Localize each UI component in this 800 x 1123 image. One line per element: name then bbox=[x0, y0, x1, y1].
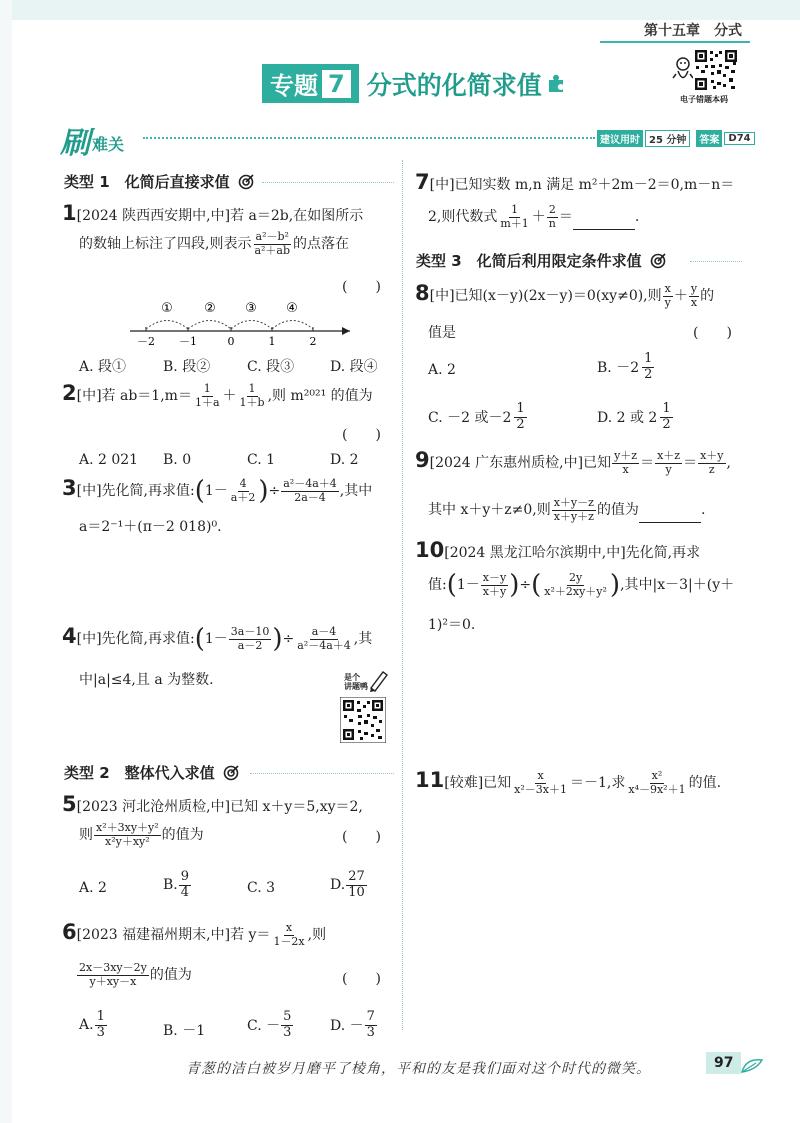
question-10-text-b: 值: bbox=[428, 577, 447, 594]
plus-sign: ＋ bbox=[222, 388, 237, 405]
question-6-text-a: [2023 福建福州期末,中]若 y＝ bbox=[76, 927, 271, 944]
question-9-fraction-2 bbox=[655, 450, 682, 476]
question-4-one-minus: 1－ bbox=[204, 631, 228, 648]
option-fraction bbox=[660, 402, 672, 433]
section-shua: 刷 bbox=[60, 126, 90, 161]
fraction-denominator: y bbox=[664, 295, 671, 309]
question-5-option-d[interactable] bbox=[330, 870, 368, 901]
footer-quote: 青葱的洁白被岁月磨平了棱角，平和的友是我们面对这个时代的微笑。 bbox=[186, 1061, 651, 1077]
fraction-numerator: x bbox=[285, 921, 293, 934]
fraction-numerator: a²－4a＋4 bbox=[283, 477, 337, 490]
fraction-numerator: 2y bbox=[568, 571, 583, 584]
question-6-option-b[interactable]: B. －1 bbox=[163, 1023, 206, 1039]
question-1-option-a[interactable]: A. 段① bbox=[79, 359, 127, 375]
fraction-numerator: 1 bbox=[248, 382, 256, 395]
leaf-decoration-icon bbox=[740, 1056, 764, 1074]
paren-open: ( bbox=[446, 570, 457, 601]
option-text: B. －2 bbox=[597, 360, 640, 377]
fraction-denominator: a²－4a＋4 bbox=[297, 638, 351, 652]
fraction-numerator: a－4 bbox=[311, 625, 337, 638]
fraction-numerator: x－y bbox=[482, 571, 507, 584]
answer-page: D74 bbox=[724, 132, 754, 145]
question-1-answer-paren[interactable]: ( ) bbox=[342, 279, 381, 295]
question-6-line-2 bbox=[76, 962, 192, 988]
fraction-numerator: 2 bbox=[548, 203, 556, 216]
fraction-denominator: 1＋b bbox=[239, 395, 265, 409]
time-value: 25 分钟 bbox=[645, 130, 690, 147]
fraction-denominator: a＋2 bbox=[230, 490, 256, 504]
plus-sign: ＋ bbox=[531, 209, 546, 226]
qr-caption-line-1: 是个 bbox=[344, 673, 360, 682]
question-9-fraction-3 bbox=[698, 450, 725, 476]
target-icon bbox=[238, 173, 255, 190]
question-11-line-1 bbox=[415, 770, 721, 796]
question-2-fraction-1 bbox=[193, 383, 222, 409]
tick-label: －1 bbox=[179, 335, 197, 346]
question-1-text-b: 的数轴上标注了四段,则表示 bbox=[79, 236, 252, 253]
question-1-line-2 bbox=[79, 231, 349, 257]
option-letter: C. － bbox=[247, 1018, 281, 1035]
fraction-numerator: 1 bbox=[96, 1009, 105, 1024]
paren-open: ( bbox=[194, 476, 205, 507]
question-1-option-c[interactable]: C. 段③ bbox=[247, 359, 295, 375]
fraction-numerator: 3a－10 bbox=[230, 625, 270, 638]
option-fraction bbox=[365, 1010, 377, 1041]
segment-label: ② bbox=[204, 301, 216, 316]
page-title bbox=[262, 64, 566, 103]
fraction-numerator: 2x－3xy－2y bbox=[79, 961, 147, 974]
option-fraction bbox=[642, 352, 654, 383]
question-7-text-b: 2,则代数式 bbox=[428, 209, 498, 226]
question-9-number: 9 bbox=[415, 448, 430, 473]
section-header bbox=[60, 118, 124, 162]
tick-label: －2 bbox=[137, 335, 155, 346]
question-8-option-a[interactable]: A. 2 bbox=[428, 362, 456, 378]
type-2-line bbox=[250, 773, 394, 774]
title-badge-label: 专题 bbox=[270, 72, 318, 100]
option-fraction bbox=[179, 870, 191, 901]
fraction-numerator: y＋z bbox=[614, 449, 638, 462]
fraction-denominator: a²＋ab bbox=[254, 243, 291, 257]
question-1-option-d[interactable]: D. 段④ bbox=[330, 359, 378, 375]
question-3-fraction-2 bbox=[281, 478, 339, 504]
qr-code-icon[interactable] bbox=[693, 48, 739, 92]
question-3-text-a: [中]先化简,再求值: bbox=[76, 483, 195, 500]
fraction-numerator: y bbox=[690, 282, 698, 295]
fraction-denominator: x bbox=[690, 295, 698, 309]
period: . bbox=[634, 209, 640, 226]
fraction-numerator: 1 bbox=[511, 203, 519, 216]
question-11-text-c: 的值. bbox=[688, 775, 722, 792]
chapter-header: 第十五章 分式 bbox=[644, 23, 742, 39]
question-11-text-a: [较难]已知 bbox=[444, 775, 512, 792]
chapter-rule bbox=[600, 41, 750, 43]
option-letter: D. bbox=[330, 877, 346, 894]
type-3-heading bbox=[416, 250, 667, 271]
tick-label: 1 bbox=[268, 335, 276, 346]
question-8-option-d[interactable] bbox=[597, 402, 674, 433]
option-letter: B. bbox=[163, 877, 178, 894]
question-2-option-b[interactable]: B. 0 bbox=[163, 452, 192, 468]
fraction-denominator: 2 bbox=[644, 366, 653, 382]
question-1-option-b[interactable]: B. 段② bbox=[163, 359, 211, 375]
paren-close: ) bbox=[272, 624, 283, 655]
fraction-denominator: 1＋a bbox=[194, 395, 220, 409]
question-8-option-c[interactable] bbox=[428, 402, 528, 433]
question-9-fraction-1 bbox=[612, 450, 639, 476]
question-6-fraction-1 bbox=[271, 922, 306, 948]
question-3-fraction-1 bbox=[229, 478, 258, 504]
fraction-denominator: 2a－4 bbox=[294, 490, 326, 504]
paren-close: ) bbox=[258, 476, 269, 507]
target-icon bbox=[223, 764, 240, 781]
fraction-denominator: 2 bbox=[662, 416, 671, 432]
segment-label: ③ bbox=[245, 301, 257, 316]
fraction-denominator: m＋1 bbox=[500, 216, 529, 230]
type-3-line bbox=[690, 261, 742, 262]
question-7-number: 7 bbox=[415, 170, 430, 194]
fraction-numerator: 1 bbox=[662, 401, 671, 416]
question-9-text-a: [2024 广东惠州质检,中]已知 bbox=[429, 455, 612, 472]
question-3-line-1 bbox=[62, 476, 373, 507]
question-5-option-a[interactable]: A. 2 bbox=[79, 880, 107, 896]
question-5-line-2 bbox=[79, 822, 204, 848]
section-name: 难关 bbox=[92, 134, 125, 154]
question-9-line-1 bbox=[415, 450, 731, 476]
fraction-denominator: 2 bbox=[516, 416, 525, 432]
question-5-option-b[interactable] bbox=[163, 870, 192, 901]
fraction-denominator: y＋xy－x bbox=[89, 974, 137, 988]
fraction-denominator: 4 bbox=[180, 884, 190, 900]
question-8-option-b[interactable] bbox=[597, 352, 655, 383]
fraction-numerator: x² bbox=[651, 769, 663, 782]
question-11-fraction-1 bbox=[512, 770, 569, 796]
mascot-icon bbox=[672, 56, 694, 86]
fraction-denominator: 3 bbox=[96, 1024, 105, 1040]
question-8-answer-paren[interactable]: ( ) bbox=[693, 325, 732, 341]
question-5-text-b: 则 bbox=[79, 827, 93, 844]
divide-sign: ÷ bbox=[519, 577, 532, 594]
question-9-text-b: 其中 x＋y＋z≠0,则 bbox=[428, 502, 551, 519]
option-text: D. 2 或 2 bbox=[597, 410, 658, 427]
question-3-text-b: ,其中 bbox=[339, 483, 373, 500]
divide-sign: ÷ bbox=[268, 483, 281, 500]
question-4-line-1 bbox=[62, 624, 373, 655]
question-2-option-c[interactable]: C. 1 bbox=[247, 452, 276, 468]
equals-sign: ＝ bbox=[558, 209, 573, 226]
equals-sign: ＝ bbox=[683, 455, 698, 472]
fraction-denominator: n bbox=[548, 216, 556, 230]
question-2-text-b: ,则 m²⁰²¹ 的值为 bbox=[267, 388, 373, 405]
question-8-fraction-1 bbox=[663, 283, 673, 309]
paren-close: ) bbox=[609, 570, 621, 601]
fraction-numerator: x²＋3xy＋y² bbox=[96, 821, 159, 834]
segment-label: ④ bbox=[286, 301, 298, 316]
question-10-one-minus: 1－ bbox=[456, 577, 480, 594]
option-fraction bbox=[514, 402, 526, 433]
question-6-option-c[interactable] bbox=[247, 1010, 294, 1041]
fraction-numerator: 1 bbox=[644, 351, 653, 366]
question-7-text-a: [中]已知实数 m,n 满足 m²＋2m－2＝0,m－n＝ bbox=[429, 177, 735, 193]
tick-label: 2 bbox=[309, 335, 317, 346]
question-7-line-2 bbox=[428, 204, 639, 230]
qr-caption-line-2: 讲题鸭 bbox=[344, 681, 368, 691]
fraction-denominator: x＋y＋z bbox=[553, 509, 594, 523]
paren-close: ) bbox=[509, 570, 520, 601]
fraction-denominator: x²－3x＋1 bbox=[514, 782, 567, 796]
question-1-number: 1 bbox=[62, 201, 77, 225]
fraction-denominator: x＋y bbox=[482, 584, 507, 598]
question-10-fraction-1 bbox=[481, 572, 508, 598]
question-3-line-2: a＝2⁻¹＋(π－2 018)⁰. bbox=[79, 519, 222, 535]
question-2-option-d[interactable]: D. 2 bbox=[330, 452, 359, 468]
fraction-denominator: x²y＋xy² bbox=[105, 834, 150, 848]
type-1-line bbox=[262, 182, 394, 183]
fraction-denominator: z bbox=[708, 462, 715, 476]
fraction-denominator: 3 bbox=[283, 1024, 292, 1040]
divide-sign: ÷ bbox=[282, 631, 295, 648]
option-letter: A. bbox=[79, 1017, 94, 1034]
question-8-text-b: 的 bbox=[700, 288, 715, 305]
question-6-line-1 bbox=[62, 922, 326, 948]
question-8-number: 8 bbox=[415, 281, 430, 306]
fraction-numerator: 4 bbox=[239, 477, 247, 490]
question-5-number: 5 bbox=[62, 792, 77, 816]
fraction-denominator: x⁴－9x²＋1 bbox=[628, 782, 686, 796]
question-5-text-c: 的值为 bbox=[161, 827, 204, 844]
question-5-line-1 bbox=[62, 794, 363, 815]
question-6-option-d[interactable] bbox=[330, 1010, 378, 1041]
fraction-numerator: x＋z bbox=[657, 449, 681, 462]
question-2-answer-paren[interactable]: ( ) bbox=[342, 427, 381, 443]
fraction-denominator: x²＋2xy＋y² bbox=[544, 584, 607, 598]
fraction-denominator: 10 bbox=[348, 884, 365, 900]
question-10-fraction-2 bbox=[542, 572, 609, 598]
question-5-option-c[interactable]: C. 3 bbox=[247, 880, 276, 896]
fraction-numerator: 1 bbox=[516, 401, 525, 416]
question-5-fraction bbox=[94, 822, 161, 848]
fraction-numerator: 9 bbox=[180, 869, 190, 884]
question-3-one-minus: 1－ bbox=[204, 483, 228, 500]
type-3-label: 类型 3 化简后利用限定条件求值 bbox=[416, 252, 642, 270]
target-icon bbox=[650, 252, 667, 269]
segment-label: ① bbox=[161, 301, 173, 316]
fraction-numerator: a²－b² bbox=[255, 230, 289, 243]
period: . bbox=[700, 502, 706, 519]
question-3-number: 3 bbox=[62, 476, 77, 501]
answer-label: 答案 bbox=[696, 130, 722, 147]
pencil-icon bbox=[368, 668, 390, 692]
question-4-fraction-2 bbox=[295, 626, 353, 652]
question-2-line-1 bbox=[62, 383, 373, 409]
option-fraction bbox=[95, 1010, 107, 1041]
option-fraction bbox=[346, 870, 367, 901]
fraction-denominator: a－2 bbox=[237, 638, 263, 652]
question-1-line-1 bbox=[62, 203, 363, 224]
number-line-figure bbox=[120, 298, 360, 346]
question-8-fraction-2 bbox=[689, 283, 699, 309]
fraction-numerator: 7 bbox=[366, 1009, 375, 1024]
paren-open: ( bbox=[531, 570, 542, 601]
fraction-denominator: 1－2x bbox=[273, 934, 305, 948]
time-badge bbox=[597, 130, 755, 147]
puzzle-icon bbox=[546, 74, 566, 94]
qr-mid-caption bbox=[344, 674, 368, 692]
fraction-denominator: x bbox=[622, 462, 629, 476]
question-5-answer-paren[interactable]: ( ) bbox=[342, 829, 381, 845]
answer-blank[interactable] bbox=[639, 510, 701, 523]
type-1-label: 类型 1 化简后直接求值 bbox=[64, 173, 230, 191]
fraction-numerator: 27 bbox=[348, 869, 365, 884]
fraction-denominator: 3 bbox=[366, 1024, 375, 1040]
question-2-fraction-2 bbox=[238, 383, 267, 409]
question-7-fraction-2 bbox=[547, 204, 558, 230]
fraction-numerator: x＋y bbox=[700, 449, 724, 462]
question-6-option-a[interactable] bbox=[79, 1010, 108, 1041]
question-6-text-c: 的值为 bbox=[149, 967, 192, 984]
question-2-option-a[interactable]: A. 2 021 bbox=[79, 452, 139, 468]
title-badge bbox=[262, 64, 359, 103]
question-7-line-1 bbox=[415, 172, 734, 193]
type-2-label: 类型 2 整体代入求值 bbox=[64, 764, 215, 782]
question-4-text-a: [中]先化简,再求值: bbox=[76, 631, 195, 648]
question-8-line-1 bbox=[415, 283, 714, 309]
question-11-number: 11 bbox=[415, 768, 445, 793]
question-8-line-2: 值是 bbox=[428, 325, 456, 341]
question-4-number: 4 bbox=[62, 624, 77, 649]
plus-sign: ＋ bbox=[673, 288, 688, 305]
page-edge-top bbox=[0, 0, 800, 20]
question-6-answer-paren[interactable]: ( ) bbox=[342, 971, 381, 987]
fraction-numerator: 1 bbox=[203, 382, 211, 395]
question-11-text-b: ＝－1,求 bbox=[570, 775, 626, 792]
page-number: 97 bbox=[706, 1052, 741, 1074]
question-11-fraction-2 bbox=[626, 770, 687, 796]
question-9-text-c: 的值为 bbox=[596, 502, 639, 519]
question-8-text-a: [中]已知(x－y)(2x－y)＝0(xy≠0),则 bbox=[429, 288, 662, 305]
column-divider bbox=[402, 160, 404, 1030]
paren-open: ( bbox=[194, 624, 205, 655]
section-dotted-line bbox=[143, 137, 595, 139]
question-5-text-a: [2023 河北沧州质检,中]已知 x＋y＝5,xy＝2, bbox=[76, 799, 363, 815]
answer-blank[interactable] bbox=[573, 217, 635, 230]
question-1-text-c: 的点落在 bbox=[293, 236, 350, 253]
option-letter: D. － bbox=[330, 1018, 364, 1035]
option-text: C. －2 或－2 bbox=[428, 410, 512, 427]
question-4-fraction-1 bbox=[229, 626, 272, 652]
question-10-text-c: ,其中|x－3|＋(y＋ bbox=[620, 577, 735, 594]
tick-label: 0 bbox=[227, 335, 235, 346]
question-10-text-a: [2024 黑龙江哈尔滨期中,中]先化简,再求 bbox=[444, 545, 701, 561]
comma: , bbox=[726, 455, 731, 472]
title-number: 7 bbox=[322, 70, 351, 98]
type-2-heading bbox=[64, 762, 240, 783]
qr-code-icon[interactable] bbox=[340, 697, 386, 743]
fraction-denominator: y bbox=[665, 462, 672, 476]
question-2-text-a: [中]若 ab＝1,m＝ bbox=[76, 388, 192, 405]
fraction-numerator: 5 bbox=[283, 1009, 292, 1024]
question-6-text-b: ,则 bbox=[307, 927, 327, 944]
question-7-fraction-1 bbox=[498, 204, 530, 230]
time-label: 建议用时 bbox=[597, 130, 643, 147]
question-1-text-a: [2024 陕西西安期中,中]若 a＝2b,在如图所示 bbox=[76, 208, 364, 224]
question-2-number: 2 bbox=[62, 381, 77, 406]
page-edge-left bbox=[0, 0, 12, 1123]
question-1-fraction bbox=[252, 231, 292, 257]
fraction-numerator: x bbox=[537, 769, 544, 782]
question-9-line-2 bbox=[428, 497, 705, 523]
question-4-text-b: ,其 bbox=[353, 631, 373, 648]
type-1-heading bbox=[64, 171, 255, 192]
question-6-number: 6 bbox=[62, 920, 77, 945]
qr-caption: 电子错题本码 bbox=[680, 95, 728, 104]
question-4-line-2: 中|a|≤4,且 a 为整数. bbox=[79, 672, 214, 688]
question-10-line-1 bbox=[415, 540, 700, 561]
equals-sign: ＝ bbox=[640, 455, 655, 472]
option-fraction bbox=[281, 1010, 293, 1041]
title-text: 分式的化简求值 bbox=[366, 70, 542, 100]
question-10-line-3: 1)²＝0. bbox=[428, 617, 476, 633]
question-10-line-2 bbox=[428, 570, 735, 601]
question-6-fraction-2 bbox=[77, 962, 149, 988]
question-9-fraction-4 bbox=[552, 497, 596, 523]
question-10-number: 10 bbox=[415, 538, 445, 562]
fraction-numerator: x bbox=[664, 282, 671, 295]
fraction-numerator: x＋y－z bbox=[553, 496, 594, 509]
